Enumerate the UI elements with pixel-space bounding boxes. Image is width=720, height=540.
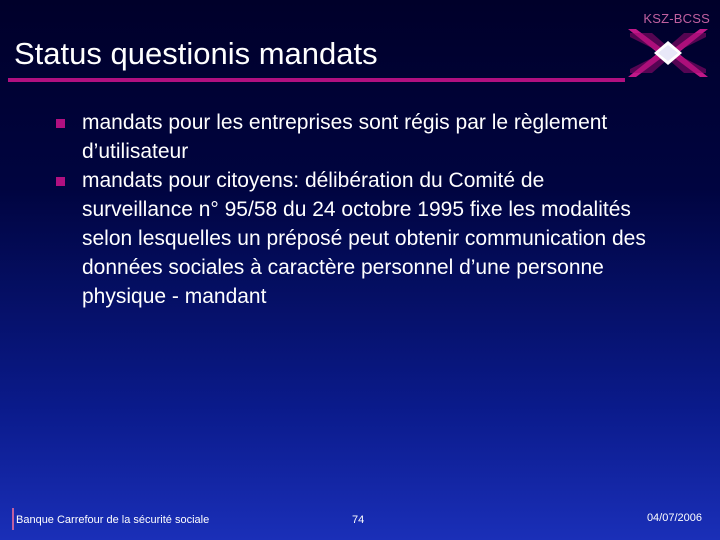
list-item [56,166,656,311]
footer-divider [12,508,14,530]
title-underline [8,78,625,82]
bullet-text: mandats pour les entreprises sont régis par le règlement d’utilisateur [82,111,608,163]
footer-date: 04/07/2006 [646,512,702,524]
page-title: Status questionis mandats [14,36,378,71]
square-bullet-icon [56,119,65,128]
ksz-bcss-logo-icon [628,27,708,79]
list-item [56,108,656,166]
bullet-text: mandats pour citoyens: délibération du Comité de surveillance n° 95/58 du 24 octobre 1995 fixe les modalités selon lesquelles un préposé peut obtenir communication des données sociales à caractère personnel d’une personne physique - mandant [82,169,646,308]
bullet-list [56,108,656,311]
brand-label: KSZ-BCSS [643,11,710,26]
footer-organization: Banque Carrefour de la sécurité sociale [16,514,210,526]
page-number: 74 [352,514,365,526]
square-bullet-icon [56,177,65,186]
